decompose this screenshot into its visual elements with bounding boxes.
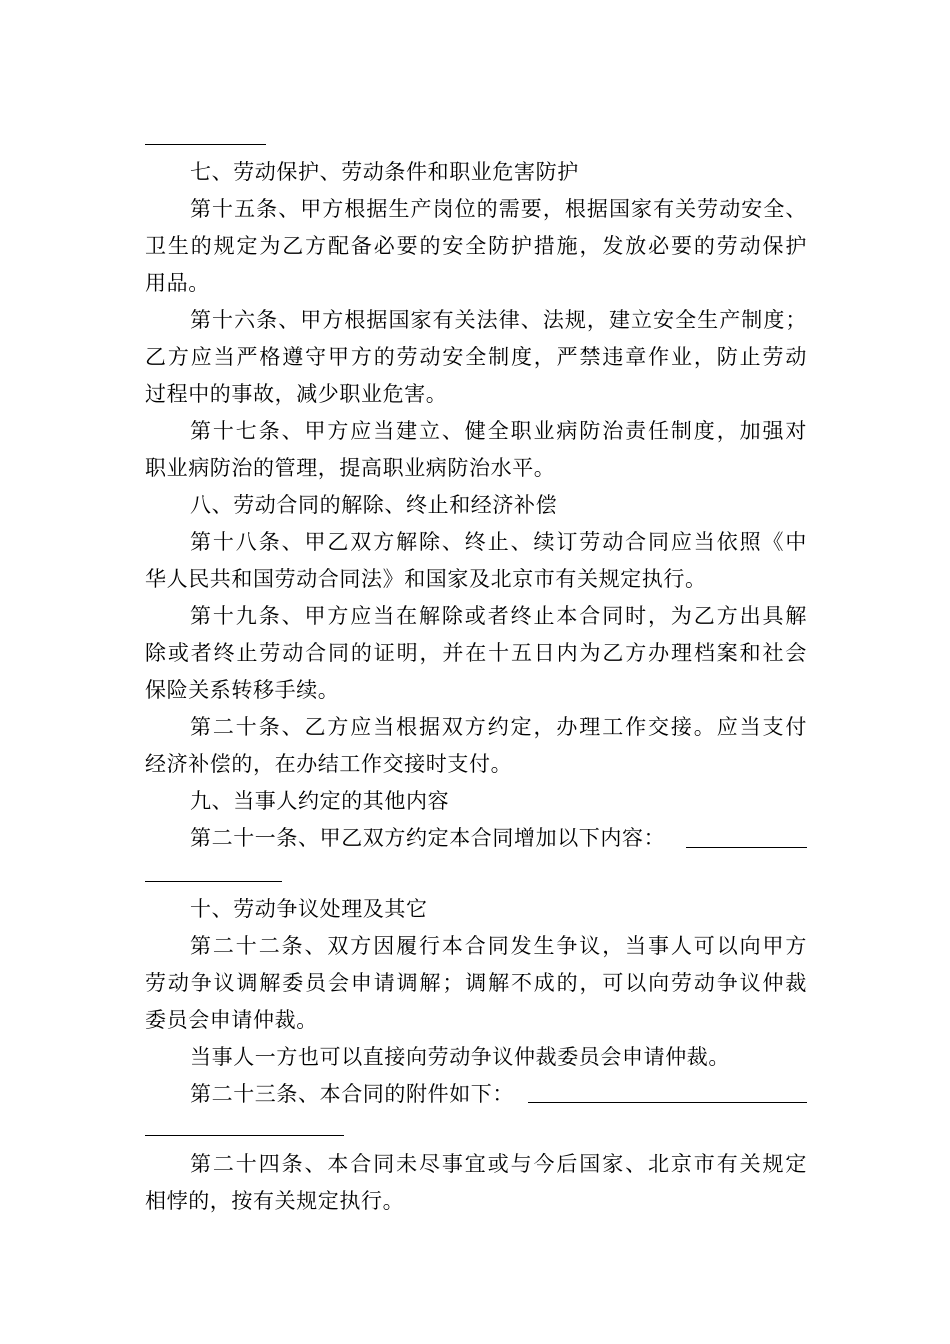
fill-in-blank-line xyxy=(145,144,266,145)
article-23-text: 第二十三条、本合同的附件如下： xyxy=(190,1082,514,1106)
article-21-text: 第二十一条、甲乙双方约定本合同增加以下内容： xyxy=(190,826,666,850)
article-16-line-2: 乙方应当严格遵守甲方的劳动安全制度，严禁违章作业，防止劳动 xyxy=(145,345,807,369)
article-18-line-1: 第十八条、甲乙双方解除、终止、续订劳动合同应当依照《中 xyxy=(190,530,807,554)
article-15-line-3: 用品。 xyxy=(145,271,210,295)
article-17-line-1: 第十七条、甲方应当建立、健全职业病防治责任制度，加强对 xyxy=(190,419,807,443)
article-16-line-3: 过程中的事故，减少职业危害。 xyxy=(145,382,448,406)
article-23-line xyxy=(190,1076,807,1112)
article-22-line-3: 委员会申请仲裁。 xyxy=(145,1008,318,1032)
article-18-line-2: 华人民共和国劳动合同法》和国家及北京市有关规定执行。 xyxy=(145,567,707,591)
section-heading-10: 十、劳动争议处理及其它 xyxy=(190,897,428,921)
article-23-blank-2[interactable] xyxy=(145,1135,344,1136)
article-19-line-1: 第十九条、甲方应当在解除或者终止本合同时，为乙方出具解 xyxy=(190,604,807,628)
section-heading-7: 七、劳动保护、劳动条件和职业危害防护 xyxy=(190,160,579,184)
article-24-line-2: 相悖的，按有关规定执行。 xyxy=(145,1189,405,1213)
article-19-line-2: 除或者终止劳动合同的证明，并在十五日内为乙方办理档案和社会 xyxy=(145,641,807,665)
section-heading-8: 八、劳动合同的解除、终止和经济补偿 xyxy=(190,493,558,517)
article-20-line-2: 经济补偿的，在办结工作交接时支付。 xyxy=(145,752,513,776)
article-16-line-1: 第十六条、甲方根据国家有关法律、法规，建立安全生产制度； xyxy=(190,308,807,332)
article-22-line-2: 劳动争议调解委员会申请调解；调解不成的，可以向劳动争议仲裁 xyxy=(145,971,807,995)
article-15-line-1: 第十五条、甲方根据生产岗位的需要，根据国家有关劳动安全、 xyxy=(190,197,807,221)
article-22-line-1: 第二十二条、双方因履行本合同发生争议，当事人可以向甲方 xyxy=(190,934,807,958)
article-24-line-1: 第二十四条、本合同未尽事宜或与今后国家、北京市有关规定 xyxy=(190,1152,807,1176)
article-21-blank-1[interactable] xyxy=(686,847,807,848)
article-22-paragraph-2: 当事人一方也可以直接向劳动争议仲裁委员会申请仲裁。 xyxy=(190,1045,730,1069)
article-23-blank-1[interactable] xyxy=(528,1102,807,1103)
section-heading-9: 九、当事人约定的其他内容 xyxy=(190,789,450,813)
article-17-line-2: 职业病防治的管理，提高职业病防治水平。 xyxy=(145,456,556,480)
article-15-line-2: 卫生的规定为乙方配备必要的安全防护措施，发放必要的劳动保护 xyxy=(145,234,807,258)
article-19-line-3: 保险关系转移手续。 xyxy=(145,678,340,702)
article-21-blank-2[interactable] xyxy=(145,881,282,882)
article-20-line-1: 第二十条、乙方应当根据双方约定，办理工作交接。应当支付 xyxy=(190,715,807,739)
article-21-line xyxy=(190,820,807,856)
